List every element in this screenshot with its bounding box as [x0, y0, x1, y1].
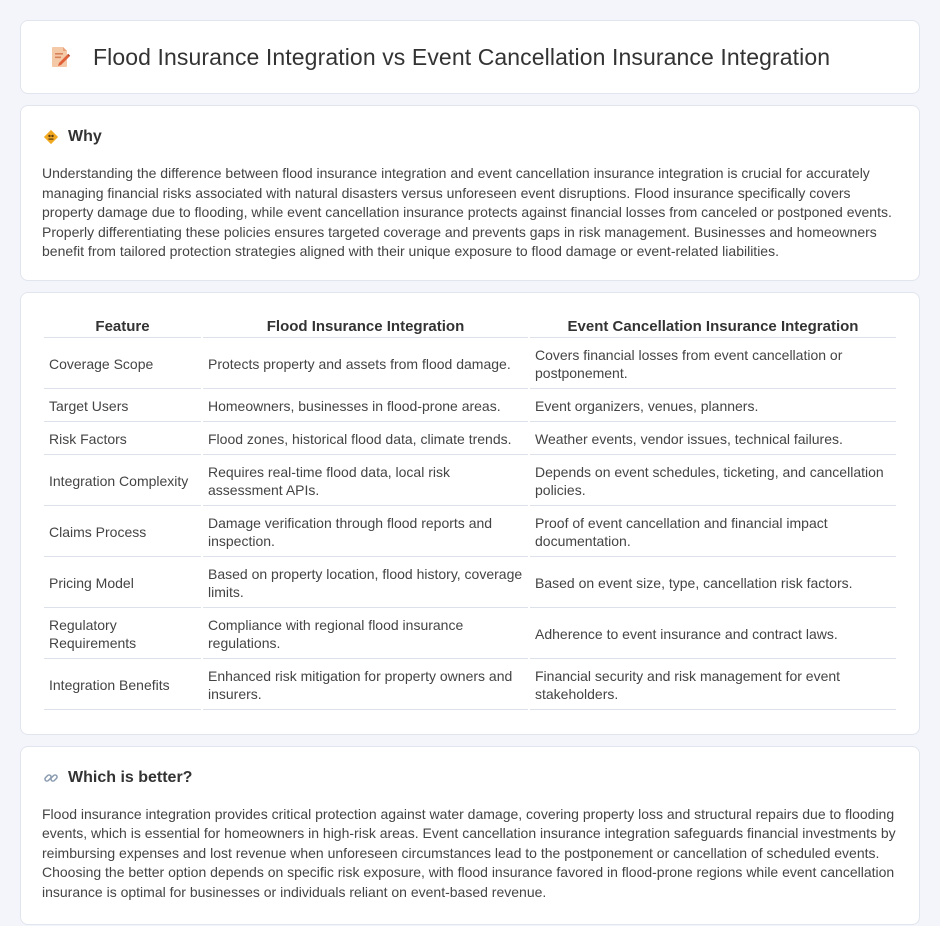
column-header-flood: Flood Insurance Integration	[203, 315, 528, 338]
feature-cell: Target Users	[44, 391, 201, 422]
comparison-table	[42, 313, 898, 712]
feature-cell: Coverage Scope	[44, 340, 201, 389]
header-card	[20, 20, 920, 94]
table-row	[44, 559, 896, 608]
which-better-text: Flood insurance integration provides critical protection against water damage, covering property loss and structural repairs due to flooding events, which is essential for homeowners in high-risk areas. Event cancellation insurance integration safeguards financial investments by reimbursing expenses and lost revenue when unforeseen circumstances lead to the postponement or cancellation of scheduled events. Choosing the better option depends on specific risk exposure, with flood insurance favored in flood-prone regions while event cancellation insurance is optimal for businesses or individuals reliant on event-based revenue.	[42, 805, 896, 900]
event-cell: Covers financial losses from event cancellation or postponement.	[530, 340, 896, 389]
why-section	[20, 105, 920, 281]
table-row	[44, 457, 896, 506]
flood-cell: Protects property and assets from flood damage.	[203, 340, 528, 389]
table-row	[44, 424, 896, 455]
flood-cell: Enhanced risk mitigation for property owners and insurers.	[203, 661, 528, 710]
column-header-feature: Feature	[44, 315, 201, 338]
event-cell: Weather events, vendor issues, technical failures.	[530, 424, 896, 455]
table-row	[44, 610, 896, 659]
which-better-section	[20, 746, 920, 926]
feature-cell: Claims Process	[44, 508, 201, 557]
event-cell: Financial security and risk management for event stakeholders.	[530, 661, 896, 710]
event-cell: Event organizers, venues, planners.	[530, 391, 896, 422]
feature-cell: Integration Benefits	[44, 661, 201, 710]
page-title: Flood Insurance Integration vs Event Cancellation Insurance Integration	[93, 43, 831, 70]
diamond-sign-icon	[42, 128, 60, 146]
event-cell: Proof of event cancellation and financial impact documentation.	[530, 508, 896, 557]
comparison-table-card	[20, 292, 920, 735]
flood-cell: Damage verification through flood reports and inspection.	[203, 508, 528, 557]
column-header-event: Event Cancellation Insurance Integration	[530, 315, 896, 338]
link-icon	[42, 769, 60, 787]
which-better-title: Which is better?	[68, 768, 193, 786]
event-cell: Depends on event schedules, ticketing, and cancellation policies.	[530, 457, 896, 506]
table-row	[44, 661, 896, 710]
flood-cell: Homeowners, businesses in flood-prone areas.	[203, 391, 528, 422]
table-row	[44, 340, 896, 389]
why-text: Understanding the difference between flood insurance integration and event cancellation insurance integration is crucial for accurately managing financial risks associated with natural disasters versus unforeseen event disruptions. Flood insurance specifically covers property damage due to flooding, while event cancellation insurance protects against financial losses from canceled or postponed events. Properly differentiating these policies ensures targeted coverage and prevents gaps in risk management. Businesses and homeowners benefit from tailored protection strategies aligned with their unique exposure to flood damage or event-related liabilities.	[42, 165, 892, 259]
table-row	[44, 508, 896, 557]
feature-cell: Regulatory Requirements	[44, 610, 201, 659]
feature-cell: Pricing Model	[44, 559, 201, 608]
flood-cell: Flood zones, historical flood data, climate trends.	[203, 424, 528, 455]
table-header-row	[44, 315, 896, 338]
feature-cell: Risk Factors	[44, 424, 201, 455]
table-row	[44, 391, 896, 422]
event-cell: Adherence to event insurance and contract laws.	[530, 610, 896, 659]
flood-cell: Based on property location, flood history, coverage limits.	[203, 559, 528, 608]
event-cell: Based on event size, type, cancellation risk factors.	[530, 559, 896, 608]
flood-cell: Compliance with regional flood insurance regulations.	[203, 610, 528, 659]
why-title: Why	[68, 128, 102, 145]
feature-cell: Integration Complexity	[44, 457, 201, 506]
document-edit-icon	[47, 44, 73, 70]
flood-cell: Requires real-time flood data, local risk assessment APIs.	[203, 457, 528, 506]
